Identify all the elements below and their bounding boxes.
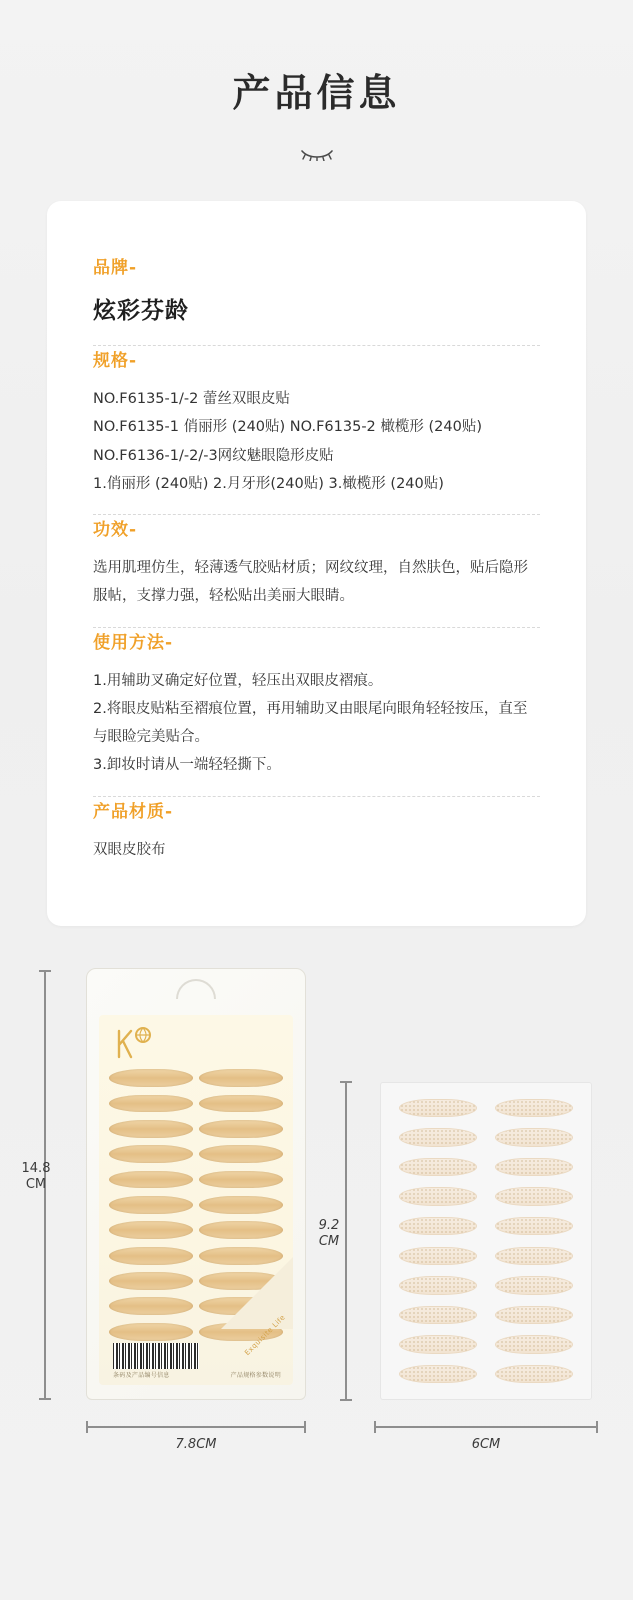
pack-footer-text-right: 产品规格参数说明 bbox=[230, 1371, 281, 1379]
section-brand bbox=[93, 253, 540, 345]
mesh-strip bbox=[495, 1335, 573, 1353]
spec-line: NO.F6136-1/-2/-3网纹魅眼隐形皮贴 bbox=[93, 447, 334, 464]
usage-step: 2.将眼皮贴粘至褶痕位置，再用辅助叉由眼尾向眼角轻轻按压，直至与眼睑完美贴合。 bbox=[93, 700, 528, 746]
section-spec bbox=[93, 346, 540, 514]
mesh-strip bbox=[399, 1099, 477, 1117]
bottom-spacer bbox=[0, 1476, 633, 1516]
section-title-usage: 使用方法- bbox=[93, 632, 174, 653]
mesh-strip bbox=[495, 1099, 573, 1117]
hang-hole-icon bbox=[176, 979, 216, 999]
blister-pack-image bbox=[86, 968, 306, 1400]
eyelid-strip bbox=[109, 1095, 193, 1113]
spec-line: NO.F6135-1 俏丽形 (240贴) NO.F6135-2 橄榄形 (240贴) bbox=[93, 419, 482, 436]
eyelash-icon bbox=[0, 143, 633, 165]
pack-badge-text: Exquisite Life bbox=[243, 1313, 287, 1358]
page-title: 产品信息 bbox=[232, 71, 401, 115]
usage-step: 1.用辅助叉确定好位置，轻压出双眼皮褶痕。 bbox=[93, 672, 383, 689]
mesh-strip bbox=[495, 1276, 573, 1294]
dimension-value: 9.2 bbox=[318, 1217, 340, 1233]
mesh-strip bbox=[399, 1217, 477, 1235]
usage-step: 3.卸妆时请从一端轻轻撕下。 bbox=[93, 757, 281, 774]
mesh-strip bbox=[495, 1217, 573, 1235]
eyelid-strip bbox=[109, 1196, 193, 1214]
eyelid-strip bbox=[199, 1120, 283, 1138]
mesh-strip bbox=[399, 1365, 477, 1383]
dimension-label-pack-width: 7.8CM bbox=[175, 1436, 217, 1452]
mesh-strip bbox=[495, 1187, 573, 1205]
pack-insert-card bbox=[99, 1015, 293, 1385]
mesh-strip bbox=[399, 1187, 477, 1205]
pack-footer-text-left: 条码及产品编号信息 bbox=[113, 1371, 170, 1379]
eyelid-strip bbox=[109, 1272, 193, 1290]
mesh-strip bbox=[495, 1158, 573, 1176]
dimension-line-sheet-width bbox=[374, 1426, 598, 1428]
eyelid-strip bbox=[199, 1196, 283, 1214]
brand-name: 炫彩芬龄 bbox=[93, 298, 189, 324]
dimension-unit: CM bbox=[25, 1177, 47, 1193]
section-title-efficacy: 功效- bbox=[93, 520, 138, 541]
mesh-strip bbox=[399, 1247, 477, 1265]
section-title-spec: 规格- bbox=[93, 351, 138, 371]
dimension-label-pack-height bbox=[16, 1161, 56, 1194]
eyelid-strip bbox=[109, 1221, 193, 1239]
mesh-strip bbox=[495, 1128, 573, 1146]
barcode bbox=[113, 1343, 199, 1369]
eyelid-strip bbox=[199, 1171, 283, 1189]
dimension-line-pack-width bbox=[86, 1426, 306, 1428]
eyelid-strip bbox=[109, 1297, 193, 1315]
eyelid-strip bbox=[199, 1095, 283, 1113]
eyelid-strip bbox=[109, 1171, 193, 1189]
dimension-label-sheet-height bbox=[313, 1218, 345, 1251]
product-info-card bbox=[47, 201, 586, 926]
sticker-sheet-image bbox=[380, 1082, 592, 1400]
section-material bbox=[93, 797, 540, 880]
eyelid-strip bbox=[109, 1120, 193, 1138]
spec-line: 1.俏丽形 (240贴) 2.月牙形(240贴) 3.橄榄形 (240贴) bbox=[93, 475, 444, 492]
section-efficacy bbox=[93, 515, 540, 627]
dimension-label-sheet-width: 6CM bbox=[471, 1436, 501, 1452]
page-header bbox=[0, 0, 633, 165]
eyelid-strip bbox=[109, 1323, 193, 1341]
eyelid-strip bbox=[109, 1247, 193, 1265]
section-usage bbox=[93, 628, 540, 796]
mesh-strip bbox=[399, 1158, 477, 1176]
mesh-strip bbox=[495, 1306, 573, 1324]
eyelid-strip bbox=[199, 1069, 283, 1087]
material-text: 双眼皮胶布 bbox=[93, 841, 166, 858]
section-title-brand: 品牌- bbox=[93, 258, 138, 278]
section-title-material: 产品材质- bbox=[93, 801, 174, 822]
eyelid-strip bbox=[109, 1069, 193, 1087]
mesh-strip bbox=[399, 1276, 477, 1294]
brand-logo-icon bbox=[113, 1023, 159, 1063]
efficacy-text: 选用肌理仿生，轻薄透气胶贴材质；网纹纹理，自然肤色，贴后隐形服帖，支撑力强，轻松贴出美丽大眼睛。 bbox=[93, 560, 528, 605]
dimension-line-sheet-height bbox=[345, 1081, 347, 1401]
mesh-strip bbox=[399, 1128, 477, 1146]
spec-line: NO.F6135-1/-2 蕾丝双眼皮贴 bbox=[93, 391, 290, 407]
eyelid-strip bbox=[109, 1145, 193, 1163]
eyelid-strip bbox=[199, 1145, 283, 1163]
mesh-strip bbox=[495, 1365, 573, 1383]
eyelid-strip bbox=[199, 1221, 283, 1239]
mesh-strip bbox=[399, 1335, 477, 1353]
mesh-strip bbox=[399, 1306, 477, 1324]
dimension-value: 14.8 bbox=[21, 1160, 51, 1176]
mesh-strip bbox=[495, 1247, 573, 1265]
dimension-unit: CM bbox=[318, 1234, 340, 1250]
product-photo-section bbox=[0, 956, 633, 1476]
